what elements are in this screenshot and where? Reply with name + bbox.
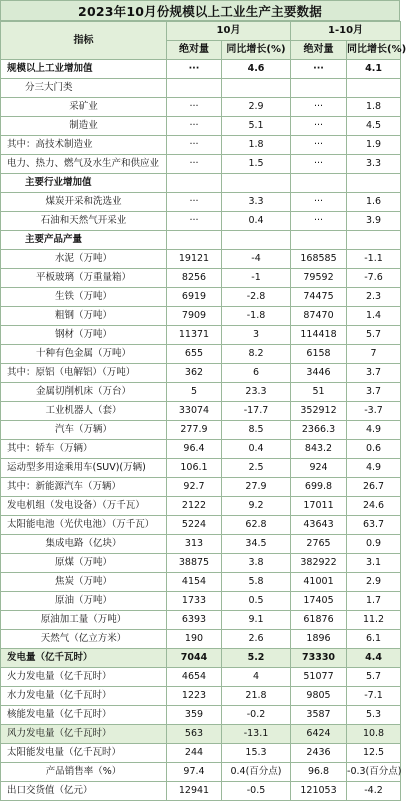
ytd-growth: 1.7 <box>347 592 401 611</box>
table-row <box>1 250 401 269</box>
row-label: 火力发电量（亿千瓦时） <box>1 668 167 687</box>
october-absolute: 92.7 <box>167 478 222 497</box>
ytd-growth: 0.9 <box>347 535 401 554</box>
ytd-absolute: 924 <box>291 459 347 478</box>
row-label: 生铁（万吨） <box>1 288 167 307</box>
october-absolute: 5 <box>167 383 222 402</box>
table-row <box>1 288 401 307</box>
october-absolute: 563 <box>167 725 222 744</box>
october-growth: -17.7 <box>222 402 291 421</box>
october-absolute: 1733 <box>167 592 222 611</box>
october-absolute: ··· <box>167 98 222 117</box>
row-label: 其中：高技术制造业 <box>1 136 167 155</box>
table-row <box>1 649 401 668</box>
ytd-growth <box>347 79 401 98</box>
table-row <box>1 611 401 630</box>
ytd-growth: 3.9 <box>347 212 401 231</box>
row-label: 其中：原铝（电解铝）（万吨） <box>1 364 167 383</box>
october-absolute: 313 <box>167 535 222 554</box>
october-absolute: 8256 <box>167 269 222 288</box>
october-absolute: 1223 <box>167 687 222 706</box>
table-row <box>1 402 401 421</box>
row-label: 原油加工量（万吨） <box>1 611 167 630</box>
ytd-growth: 63.7 <box>347 516 401 535</box>
october-absolute: 106.1 <box>167 459 222 478</box>
ytd-growth: 1.4 <box>347 307 401 326</box>
ytd-absolute: 121053 <box>291 782 347 801</box>
october-absolute: 96.4 <box>167 440 222 459</box>
october-growth: -13.1 <box>222 725 291 744</box>
october-growth: 23.3 <box>222 383 291 402</box>
table-row <box>1 630 401 649</box>
october-growth: -0.2 <box>222 706 291 725</box>
ytd-absolute <box>291 231 347 250</box>
october-growth: 62.8 <box>222 516 291 535</box>
table-title: 2023年10月份规模以上工业生产主要数据 <box>0 0 400 21</box>
ytd-absolute: 114418 <box>291 326 347 345</box>
row-label: 粗钢（万吨） <box>1 307 167 326</box>
ytd-absolute: 74475 <box>291 288 347 307</box>
ytd-absolute: 352912 <box>291 402 347 421</box>
ytd-growth: 3.7 <box>347 383 401 402</box>
october-growth: 4 <box>222 668 291 687</box>
ytd-growth: 24.6 <box>347 497 401 516</box>
row-label: 电力、热力、燃气及水生产和供应业 <box>1 155 167 174</box>
row-label: 其中：轿车（万辆） <box>1 440 167 459</box>
ytd-growth: 1.6 <box>347 193 401 212</box>
table-row <box>1 307 401 326</box>
ytd-absolute: 3446 <box>291 364 347 383</box>
ytd-absolute: ··· <box>291 136 347 155</box>
october-growth: 5.1 <box>222 117 291 136</box>
ytd-absolute: 79592 <box>291 269 347 288</box>
header-period-jan-oct: 1-10月 <box>291 22 401 41</box>
ytd-absolute: 9805 <box>291 687 347 706</box>
october-growth: 3.3 <box>222 193 291 212</box>
october-growth <box>222 79 291 98</box>
table-row <box>1 98 401 117</box>
ytd-absolute: ··· <box>291 60 347 79</box>
ytd-absolute: 17405 <box>291 592 347 611</box>
ytd-absolute: ··· <box>291 193 347 212</box>
ytd-absolute: 17011 <box>291 497 347 516</box>
ytd-absolute: 6158 <box>291 345 347 364</box>
october-absolute: 362 <box>167 364 222 383</box>
row-label: 风力发电量（亿千瓦时） <box>1 725 167 744</box>
row-label: 产品销售率（%） <box>1 763 167 782</box>
october-growth <box>222 231 291 250</box>
table-row <box>1 516 401 535</box>
header-absolute-ytd: 绝对量 <box>291 41 347 60</box>
ytd-growth: 10.8 <box>347 725 401 744</box>
row-label: 采矿业 <box>1 98 167 117</box>
table-row <box>1 573 401 592</box>
table-row <box>1 383 401 402</box>
october-absolute: 7909 <box>167 307 222 326</box>
october-absolute: 97.4 <box>167 763 222 782</box>
row-label: 规模以上工业增加值 <box>1 60 167 79</box>
ytd-growth: 11.2 <box>347 611 401 630</box>
october-absolute: ··· <box>167 193 222 212</box>
row-label: 集成电路（亿块） <box>1 535 167 554</box>
table-row <box>1 535 401 554</box>
october-absolute: 277.9 <box>167 421 222 440</box>
ytd-absolute: 168585 <box>291 250 347 269</box>
ytd-growth <box>347 174 401 193</box>
table-row <box>1 706 401 725</box>
ytd-growth: 2.3 <box>347 288 401 307</box>
header-growth-oct: 同比增长(%) <box>222 41 291 60</box>
table-row <box>1 668 401 687</box>
row-label: 石油和天然气开采业 <box>1 212 167 231</box>
october-growth: 3 <box>222 326 291 345</box>
table-row <box>1 497 401 516</box>
row-label: 核能发电量（亿千瓦时） <box>1 706 167 725</box>
ytd-growth: 7 <box>347 345 401 364</box>
ytd-absolute: 382922 <box>291 554 347 573</box>
header-period-october: 10月 <box>167 22 291 41</box>
october-growth: -2.8 <box>222 288 291 307</box>
october-growth: 27.9 <box>222 478 291 497</box>
october-absolute: 19121 <box>167 250 222 269</box>
ytd-growth: 5.7 <box>347 326 401 345</box>
table-row <box>1 459 401 478</box>
october-absolute: 655 <box>167 345 222 364</box>
ytd-absolute: ··· <box>291 117 347 136</box>
row-label: 平板玻璃（万重量箱） <box>1 269 167 288</box>
october-growth <box>222 174 291 193</box>
october-absolute: 33074 <box>167 402 222 421</box>
row-label: 发电机组（发电设备）（万千瓦） <box>1 497 167 516</box>
ytd-growth: 4.9 <box>347 459 401 478</box>
ytd-growth: 4.1 <box>347 60 401 79</box>
october-absolute: ··· <box>167 60 222 79</box>
table-row <box>1 421 401 440</box>
ytd-growth <box>347 231 401 250</box>
ytd-absolute: 61876 <box>291 611 347 630</box>
header-row-periods <box>1 22 401 41</box>
october-absolute: 11371 <box>167 326 222 345</box>
october-growth: -1.8 <box>222 307 291 326</box>
table-row <box>1 440 401 459</box>
ytd-growth: 2.9 <box>347 573 401 592</box>
table-row <box>1 725 401 744</box>
october-absolute: 12941 <box>167 782 222 801</box>
october-growth: 8.2 <box>222 345 291 364</box>
table-row <box>1 269 401 288</box>
ytd-growth: -1.1 <box>347 250 401 269</box>
october-growth: 2.5 <box>222 459 291 478</box>
row-label: 太阳能发电量（亿千瓦时） <box>1 744 167 763</box>
october-absolute: ··· <box>167 155 222 174</box>
october-absolute: 359 <box>167 706 222 725</box>
october-growth: -4 <box>222 250 291 269</box>
table-row <box>1 174 401 193</box>
ytd-absolute: 51 <box>291 383 347 402</box>
ytd-absolute: 2436 <box>291 744 347 763</box>
ytd-growth: -7.6 <box>347 269 401 288</box>
table-row <box>1 155 401 174</box>
ytd-absolute: 6424 <box>291 725 347 744</box>
table-row <box>1 60 401 79</box>
october-growth: 2.6 <box>222 630 291 649</box>
ytd-growth: 3.3 <box>347 155 401 174</box>
ytd-growth: 5.3 <box>347 706 401 725</box>
ytd-absolute: 843.2 <box>291 440 347 459</box>
row-label: 主要产品产量 <box>1 231 167 250</box>
row-label: 出口交货值（亿元） <box>1 782 167 801</box>
row-label: 水泥（万吨） <box>1 250 167 269</box>
ytd-absolute: 2366.3 <box>291 421 347 440</box>
row-label: 十种有色金属（万吨） <box>1 345 167 364</box>
table-row <box>1 364 401 383</box>
ytd-growth: -7.1 <box>347 687 401 706</box>
row-label: 制造业 <box>1 117 167 136</box>
row-label: 工业机器人（套） <box>1 402 167 421</box>
ytd-absolute: 43643 <box>291 516 347 535</box>
ytd-growth: 4.5 <box>347 117 401 136</box>
ytd-growth: 3.1 <box>347 554 401 573</box>
row-label: 运动型多用途乘用车(SUV)(万辆) <box>1 459 167 478</box>
october-growth: -0.5 <box>222 782 291 801</box>
table-row <box>1 117 401 136</box>
october-absolute <box>167 79 222 98</box>
row-label: 发电量（亿千瓦时） <box>1 649 167 668</box>
ytd-growth: 0.6 <box>347 440 401 459</box>
october-growth: 1.5 <box>222 155 291 174</box>
table-row <box>1 79 401 98</box>
october-growth: 15.3 <box>222 744 291 763</box>
october-absolute: ··· <box>167 212 222 231</box>
row-label: 煤炭开采和洗选业 <box>1 193 167 212</box>
ytd-growth: 12.5 <box>347 744 401 763</box>
october-absolute: 6393 <box>167 611 222 630</box>
table-row <box>1 212 401 231</box>
october-absolute <box>167 231 222 250</box>
october-growth: 5.2 <box>222 649 291 668</box>
ytd-absolute: 3587 <box>291 706 347 725</box>
row-label: 其中：新能源汽车（万辆） <box>1 478 167 497</box>
header-absolute-oct: 绝对量 <box>167 41 222 60</box>
table-body <box>1 60 401 801</box>
table-row <box>1 687 401 706</box>
ytd-absolute: 1896 <box>291 630 347 649</box>
october-absolute: 38875 <box>167 554 222 573</box>
row-label: 汽车（万辆） <box>1 421 167 440</box>
ytd-growth: 6.1 <box>347 630 401 649</box>
ytd-absolute: ··· <box>291 155 347 174</box>
ytd-absolute: 41001 <box>291 573 347 592</box>
row-label: 主要行业增加值 <box>1 174 167 193</box>
ytd-absolute <box>291 174 347 193</box>
table-row <box>1 782 401 801</box>
ytd-growth: 4.4 <box>347 649 401 668</box>
october-growth: 0.5 <box>222 592 291 611</box>
header-growth-ytd: 同比增长(%) <box>347 41 401 60</box>
october-absolute: 244 <box>167 744 222 763</box>
october-growth: 9.1 <box>222 611 291 630</box>
row-label: 天然气（亿立方米） <box>1 630 167 649</box>
table-row <box>1 478 401 497</box>
october-growth: 0.4 <box>222 212 291 231</box>
ytd-absolute: ··· <box>291 212 347 231</box>
october-absolute: ··· <box>167 117 222 136</box>
ytd-growth: -4.2 <box>347 782 401 801</box>
october-growth: 1.8 <box>222 136 291 155</box>
ytd-growth: 26.7 <box>347 478 401 497</box>
table-row <box>1 231 401 250</box>
october-absolute: ··· <box>167 136 222 155</box>
october-growth: 21.8 <box>222 687 291 706</box>
table-row <box>1 592 401 611</box>
industrial-data-table <box>0 21 406 801</box>
table-row <box>1 763 401 782</box>
ytd-growth: 5.7 <box>347 668 401 687</box>
october-growth: 4.6 <box>222 60 291 79</box>
october-absolute: 2122 <box>167 497 222 516</box>
ytd-absolute: 699.8 <box>291 478 347 497</box>
october-growth: 8.5 <box>222 421 291 440</box>
table-row <box>1 345 401 364</box>
october-growth: 5.8 <box>222 573 291 592</box>
october-absolute: 6919 <box>167 288 222 307</box>
ytd-growth: -3.7 <box>347 402 401 421</box>
ytd-growth: 3.7 <box>347 364 401 383</box>
october-growth: 2.9 <box>222 98 291 117</box>
october-absolute: 7044 <box>167 649 222 668</box>
october-absolute: 190 <box>167 630 222 649</box>
row-label: 水力发电量（亿千瓦时） <box>1 687 167 706</box>
ytd-absolute: 96.8 <box>291 763 347 782</box>
row-label: 原油（万吨） <box>1 592 167 611</box>
october-growth: 34.5 <box>222 535 291 554</box>
table-row <box>1 136 401 155</box>
row-label: 钢材（万吨） <box>1 326 167 345</box>
october-growth: 0.4(百分点) <box>222 763 291 782</box>
october-absolute <box>167 174 222 193</box>
october-growth: 9.2 <box>222 497 291 516</box>
october-growth: -1 <box>222 269 291 288</box>
table-row <box>1 744 401 763</box>
ytd-growth: 1.8 <box>347 98 401 117</box>
row-label: 分三大门类 <box>1 79 167 98</box>
header-indicator: 指标 <box>1 22 167 60</box>
ytd-absolute: 51077 <box>291 668 347 687</box>
row-label: 焦炭（万吨） <box>1 573 167 592</box>
october-growth: 0.4 <box>222 440 291 459</box>
row-label: 金属切削机床（万台） <box>1 383 167 402</box>
october-absolute: 4654 <box>167 668 222 687</box>
ytd-growth: 1.9 <box>347 136 401 155</box>
row-label: 原煤（万吨） <box>1 554 167 573</box>
ytd-absolute: 87470 <box>291 307 347 326</box>
table-row <box>1 554 401 573</box>
ytd-growth: -0.3(百分点) <box>347 763 401 782</box>
ytd-absolute: 73330 <box>291 649 347 668</box>
ytd-growth: 4.9 <box>347 421 401 440</box>
october-absolute: 4154 <box>167 573 222 592</box>
october-absolute: 5224 <box>167 516 222 535</box>
ytd-absolute <box>291 79 347 98</box>
october-growth: 3.8 <box>222 554 291 573</box>
table-row <box>1 326 401 345</box>
ytd-absolute: 2765 <box>291 535 347 554</box>
october-growth: 6 <box>222 364 291 383</box>
ytd-absolute: ··· <box>291 98 347 117</box>
row-label: 太阳能电池（光伏电池）（万千瓦） <box>1 516 167 535</box>
table-row <box>1 193 401 212</box>
